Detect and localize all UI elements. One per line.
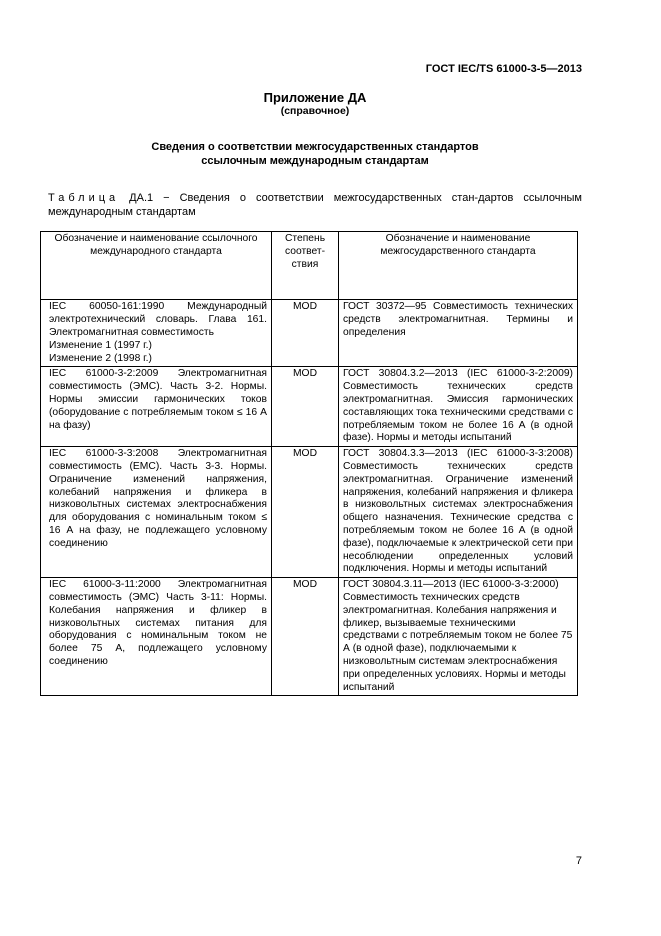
amendment-1: Изменение 1 (1997 г.) (49, 339, 152, 351)
degree-cell: MOD (272, 447, 339, 578)
degree-cell: MOD (272, 578, 339, 696)
table-row (41, 300, 578, 367)
international-standard-cell: IEC 61000-3-2:2009 Электромагнитная совместимость (ЭМС). Часть 3-2. Нормы. Нормы эмиссии гармонических токов (оборудование с потребляемым током ≤ 16 А на фазу) (41, 367, 272, 447)
appendix-title: Приложение ДА (263, 90, 367, 105)
table-header-row (41, 232, 578, 300)
amendment-2: Изменение 2 (1998 г.) (49, 352, 152, 364)
section-title-line1: Сведения о соответствии межгосударственных стандартов (151, 141, 479, 153)
interstate-standard-cell: ГОСТ 30372—95 Совместимость технических средств электромагнитная. Термины и определения (339, 300, 578, 367)
section-title (0, 140, 630, 168)
document-id: ГОСТ IEC/TS 61000-3-5—2013 (425, 63, 582, 75)
international-standard-cell: IEC 61000-3-3:2008 Электромагнитная совместимость (ЕМС). Часть 3-3. Нормы. Ограничение изменений напряжения, колебаний напряжения и фликера в низковольтных системах электроснабжения для оборудования с номинальным током ≤ 16 А на фазу, не подлежащего условному соединению (41, 447, 272, 578)
standards-table (40, 231, 578, 696)
degree-cell: MOD (272, 367, 339, 447)
degree-cell: MOD (272, 300, 339, 367)
header-interstate-standard: Обозначение и наименование межгосударственного стандарта (339, 232, 578, 300)
header-degree: Степень соответ-ствия (272, 232, 339, 300)
interstate-standard-cell: ГОСТ 30804.3.11—2013 (IEC 61000-3-3:2000) Совместимость технических средств электромагнитная. Колебания напряжения и фликер, вызываемые техническими средствами с потребляемым током не более 75 А (в одной фазе), подключаемыми к низковольтным системам электроснабжения при определенных условиях. Нормы и методы испытаний (339, 578, 578, 696)
international-standard-cell (41, 300, 272, 367)
header-international-standard: Обозначение и наименование ссылочного международного стандарта (41, 232, 272, 300)
table-caption-text: ДА.1 − Сведения о соответствии межгосударственных стан-дартов ссылочным международным стандартам (48, 192, 582, 218)
appendix-subtitle: (справочное) (280, 105, 350, 117)
international-standard-cell: IEC 61000-3-11:2000 Электромагнитная совместимость (ЭМС) Часть 3-11: Нормы. Колебания напряжения и фликер в низковольтных системах питания для оборудования с номинальным током не более 75 А, подлежащего условному соединению (41, 578, 272, 696)
page-number: 7 (575, 855, 582, 867)
table-caption-lead: Таблица (48, 192, 120, 204)
table-row (41, 447, 578, 578)
table-row (41, 367, 578, 447)
interstate-standard-cell: ГОСТ 30804.3.3—2013 (IEC 61000-3-3:2008) Совместимость технических средств электромагнитная. Ограничение изменений напряжения, колебаний напряжения и фликера в низковольтных системах электроснабжения общего назначения. Технические средства с потребляемым током не более 16 А (в одной фазе), подключаемые к электрической сети при несоблюдении определенных условий подключения. Нормы и методы испытаний (339, 447, 578, 578)
interstate-standard-cell: ГОСТ 30804.3.2—2013 (IEC 61000-3-2:2009) Совместимость технических средств электромагнитная. Эмиссия гармонических составляющих тока техническими средствами с потребляемым током не более 16 А (в одной фазе). Нормы и методы испытаний (339, 367, 578, 447)
section-title-line2: ссылочным международным стандартам (201, 155, 429, 167)
table-row (41, 578, 578, 696)
international-standard-text: IEC 60050-161:1990 Международный электротехнический словарь. Глава 161. Электромагнитная совместимость (49, 301, 267, 338)
table-caption (48, 191, 582, 219)
